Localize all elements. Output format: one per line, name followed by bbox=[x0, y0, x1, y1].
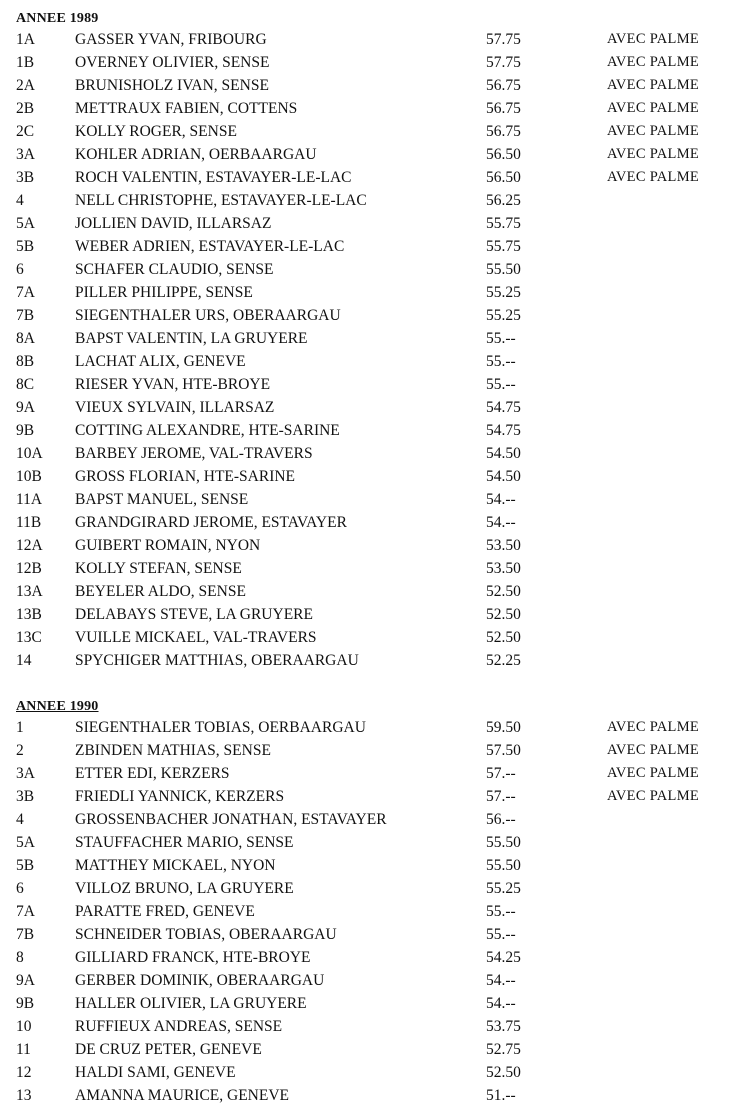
rank-cell: 9A bbox=[16, 399, 35, 416]
competitor-name-cell: SCHNEIDER TOBIAS, OBERAARGAU bbox=[75, 926, 337, 943]
result-row bbox=[16, 511, 752, 534]
award-cell: AVEC PALME bbox=[607, 77, 700, 93]
rank-cell: 7A bbox=[16, 284, 35, 301]
result-row bbox=[16, 992, 752, 1015]
rank-cell: 9A bbox=[16, 972, 35, 989]
competitor-name-cell: ETTER EDI, KERZERS bbox=[75, 765, 230, 782]
result-row bbox=[16, 189, 752, 212]
result-row bbox=[16, 1015, 752, 1038]
competitor-name-cell: ZBINDEN MATHIAS, SENSE bbox=[75, 742, 271, 759]
score-cell: 55.25 bbox=[486, 880, 521, 897]
rank-cell: 7A bbox=[16, 903, 35, 920]
competitor-name-cell: BAPST VALENTIN, LA GRUYERE bbox=[75, 330, 308, 347]
result-row bbox=[16, 258, 752, 281]
competitor-name-cell: DE CRUZ PETER, GENEVE bbox=[75, 1041, 262, 1058]
rank-cell: 8A bbox=[16, 330, 35, 347]
score-cell: 51.-- bbox=[486, 1087, 516, 1104]
score-cell: 55.-- bbox=[486, 903, 516, 920]
result-row bbox=[16, 580, 752, 603]
score-cell: 56.75 bbox=[486, 100, 521, 117]
award-cell: AVEC PALME bbox=[607, 765, 700, 781]
result-row bbox=[16, 854, 752, 877]
score-cell: 57.75 bbox=[486, 54, 521, 71]
result-row bbox=[16, 28, 752, 51]
competitor-name-cell: VIEUX SYLVAIN, ILLARSAZ bbox=[75, 399, 275, 416]
result-row bbox=[16, 143, 752, 166]
score-cell: 52.25 bbox=[486, 652, 521, 669]
award-cell: AVEC PALME bbox=[607, 146, 700, 162]
score-cell: 55.-- bbox=[486, 353, 516, 370]
rank-cell: 1B bbox=[16, 54, 35, 71]
result-row bbox=[16, 442, 752, 465]
rank-cell: 5A bbox=[16, 215, 35, 232]
competitor-name-cell: SIEGENTHALER TOBIAS, OERBAARGAU bbox=[75, 719, 366, 736]
award-cell: AVEC PALME bbox=[607, 788, 700, 804]
competitor-name-cell: HALLER OLIVIER, LA GRUYERE bbox=[75, 995, 307, 1012]
section-1989 bbox=[16, 10, 752, 672]
competitor-name-cell: BAPST MANUEL, SENSE bbox=[75, 491, 249, 508]
competitor-name-cell: AMANNA MAURICE, GENEVE bbox=[75, 1087, 289, 1104]
rank-cell: 13C bbox=[16, 629, 42, 646]
result-row bbox=[16, 649, 752, 672]
result-row bbox=[16, 465, 752, 488]
result-row bbox=[16, 373, 752, 396]
score-cell: 56.75 bbox=[486, 77, 521, 94]
competitor-name-cell: KOLLY ROGER, SENSE bbox=[75, 123, 237, 140]
score-cell: 54.50 bbox=[486, 445, 521, 462]
score-cell: 53.75 bbox=[486, 1018, 521, 1035]
score-cell: 55.75 bbox=[486, 238, 521, 255]
competitor-name-cell: SPYCHIGER MATTHIAS, OBERAARGAU bbox=[75, 652, 359, 669]
rank-cell: 13B bbox=[16, 606, 42, 623]
result-row bbox=[16, 946, 752, 969]
score-cell: 57.50 bbox=[486, 742, 521, 759]
result-row bbox=[16, 808, 752, 831]
competitor-name-cell: SCHAFER CLAUDIO, SENSE bbox=[75, 261, 274, 278]
result-row bbox=[16, 785, 752, 808]
score-cell: 56.25 bbox=[486, 192, 521, 209]
competitor-name-cell: BEYELER ALDO, SENSE bbox=[75, 583, 246, 600]
results-list bbox=[16, 28, 752, 672]
rank-cell: 2B bbox=[16, 100, 35, 117]
result-row bbox=[16, 626, 752, 649]
score-cell: 54.-- bbox=[486, 995, 516, 1012]
score-cell: 55.50 bbox=[486, 857, 521, 874]
result-row bbox=[16, 396, 752, 419]
score-cell: 52.75 bbox=[486, 1041, 521, 1058]
rank-cell: 1 bbox=[16, 719, 24, 736]
competitor-name-cell: GERBER DOMINIK, OBERAARGAU bbox=[75, 972, 325, 989]
score-cell: 59.50 bbox=[486, 719, 521, 736]
result-row bbox=[16, 900, 752, 923]
rank-cell: 8B bbox=[16, 353, 35, 370]
competitor-name-cell: RUFFIEUX ANDREAS, SENSE bbox=[75, 1018, 283, 1035]
score-cell: 52.50 bbox=[486, 629, 521, 646]
competitor-name-cell: BRUNISHOLZ IVAN, SENSE bbox=[75, 77, 269, 94]
competitor-name-cell: NELL CHRISTOPHE, ESTAVAYER-LE-LAC bbox=[75, 192, 367, 209]
rank-cell: 3A bbox=[16, 765, 35, 782]
score-cell: 54.25 bbox=[486, 949, 521, 966]
score-cell: 52.50 bbox=[486, 583, 521, 600]
competitor-name-cell: MATTHEY MICKAEL, NYON bbox=[75, 857, 276, 874]
competitor-name-cell: KOHLER ADRIAN, OERBAARGAU bbox=[75, 146, 317, 163]
rank-cell: 4 bbox=[16, 192, 24, 209]
result-row bbox=[16, 1061, 752, 1084]
rank-cell: 5B bbox=[16, 238, 35, 255]
rank-cell: 2 bbox=[16, 742, 24, 759]
result-row bbox=[16, 97, 752, 120]
competitor-name-cell: GUIBERT ROMAIN, NYON bbox=[75, 537, 261, 554]
score-cell: 53.50 bbox=[486, 537, 521, 554]
rank-cell: 8 bbox=[16, 949, 24, 966]
award-cell: AVEC PALME bbox=[607, 169, 700, 185]
competitor-name-cell: LACHAT ALIX, GENEVE bbox=[75, 353, 246, 370]
competitor-name-cell: GASSER YVAN, FRIBOURG bbox=[75, 31, 267, 48]
rank-cell: 13A bbox=[16, 583, 43, 600]
score-cell: 54.-- bbox=[486, 514, 516, 531]
section-1990 bbox=[16, 698, 752, 1107]
rank-cell: 3A bbox=[16, 146, 35, 163]
score-cell: 54.75 bbox=[486, 422, 521, 439]
competitor-name-cell: KOLLY STEFAN, SENSE bbox=[75, 560, 242, 577]
rank-cell: 4 bbox=[16, 811, 24, 828]
score-cell: 57.-- bbox=[486, 788, 516, 805]
rank-cell: 12 bbox=[16, 1064, 32, 1081]
rank-cell: 6 bbox=[16, 880, 24, 897]
score-cell: 56.75 bbox=[486, 123, 521, 140]
result-row bbox=[16, 327, 752, 350]
score-cell: 55.25 bbox=[486, 284, 521, 301]
rank-cell: 2C bbox=[16, 123, 35, 140]
rank-cell: 8C bbox=[16, 376, 35, 393]
result-row bbox=[16, 603, 752, 626]
competitor-name-cell: GROSSENBACHER JONATHAN, ESTAVAYER bbox=[75, 811, 387, 828]
rank-cell: 2A bbox=[16, 77, 35, 94]
rank-cell: 12B bbox=[16, 560, 42, 577]
score-cell: 54.75 bbox=[486, 399, 521, 416]
competitor-name-cell: OVERNEY OLIVIER, SENSE bbox=[75, 54, 270, 71]
competitor-name-cell: PILLER PHILIPPE, SENSE bbox=[75, 284, 253, 301]
competitor-name-cell: FRIEDLI YANNICK, KERZERS bbox=[75, 788, 285, 805]
rank-cell: 6 bbox=[16, 261, 24, 278]
result-row bbox=[16, 1084, 752, 1107]
competitor-name-cell: HALDI SAMI, GENEVE bbox=[75, 1064, 236, 1081]
award-cell: AVEC PALME bbox=[607, 719, 700, 735]
rank-cell: 10 bbox=[16, 1018, 32, 1035]
award-cell: AVEC PALME bbox=[607, 123, 700, 139]
competitor-name-cell: RIESER YVAN, HTE-BROYE bbox=[75, 376, 271, 393]
result-row bbox=[16, 1038, 752, 1061]
rank-cell: 7B bbox=[16, 926, 35, 943]
competitor-name-cell: GRANDGIRARD JEROME, ESTAVAYER bbox=[75, 514, 347, 531]
competitor-name-cell: GILLIARD FRANCK, HTE-BROYE bbox=[75, 949, 311, 966]
score-cell: 56.-- bbox=[486, 811, 516, 828]
competitor-name-cell: VUILLE MICKAEL, VAL-TRAVERS bbox=[75, 629, 317, 646]
rank-cell: 3B bbox=[16, 169, 35, 186]
result-row bbox=[16, 74, 752, 97]
result-row bbox=[16, 51, 752, 74]
rank-cell: 5A bbox=[16, 834, 35, 851]
rank-cell: 3B bbox=[16, 788, 35, 805]
competitor-name-cell: GROSS FLORIAN, HTE-SARINE bbox=[75, 468, 296, 485]
results-list bbox=[16, 716, 752, 1107]
result-row bbox=[16, 166, 752, 189]
result-row bbox=[16, 831, 752, 854]
score-cell: 57.75 bbox=[486, 31, 521, 48]
rank-cell: 9B bbox=[16, 422, 35, 439]
competitor-name-cell: JOLLIEN DAVID, ILLARSAZ bbox=[75, 215, 272, 232]
result-row bbox=[16, 534, 752, 557]
score-cell: 55.-- bbox=[486, 376, 516, 393]
competitor-name-cell: ROCH VALENTIN, ESTAVAYER-LE-LAC bbox=[75, 169, 352, 186]
rank-cell: 13 bbox=[16, 1087, 32, 1104]
score-cell: 53.50 bbox=[486, 560, 521, 577]
competitor-name-cell: BARBEY JEROME, VAL-TRAVERS bbox=[75, 445, 313, 462]
rank-cell: 11 bbox=[16, 1041, 31, 1058]
competitor-name-cell: WEBER ADRIEN, ESTAVAYER-LE-LAC bbox=[75, 238, 345, 255]
rank-cell: 7B bbox=[16, 307, 35, 324]
score-cell: 55.-- bbox=[486, 926, 516, 943]
result-row bbox=[16, 557, 752, 580]
award-cell: AVEC PALME bbox=[607, 742, 700, 758]
rank-cell: 11A bbox=[16, 491, 43, 508]
score-cell: 56.50 bbox=[486, 146, 521, 163]
result-row bbox=[16, 350, 752, 373]
award-cell: AVEC PALME bbox=[607, 100, 700, 116]
score-cell: 57.-- bbox=[486, 765, 516, 782]
result-row bbox=[16, 739, 752, 762]
result-row bbox=[16, 923, 752, 946]
score-cell: 55.-- bbox=[486, 330, 516, 347]
result-row bbox=[16, 877, 752, 900]
rank-cell: 1A bbox=[16, 31, 35, 48]
score-cell: 55.75 bbox=[486, 215, 521, 232]
result-row bbox=[16, 304, 752, 327]
competitor-name-cell: COTTING ALEXANDRE, HTE-SARINE bbox=[75, 422, 340, 439]
score-cell: 55.50 bbox=[486, 834, 521, 851]
result-row bbox=[16, 281, 752, 304]
competitor-name-cell: VILLOZ BRUNO, LA GRUYERE bbox=[75, 880, 294, 897]
score-cell: 56.50 bbox=[486, 169, 521, 186]
score-cell: 54.-- bbox=[486, 972, 516, 989]
score-cell: 54.-- bbox=[486, 491, 516, 508]
rank-cell: 11B bbox=[16, 514, 42, 531]
score-cell: 55.50 bbox=[486, 261, 521, 278]
rank-cell: 10B bbox=[16, 468, 42, 485]
award-cell: AVEC PALME bbox=[607, 31, 700, 47]
result-row bbox=[16, 235, 752, 258]
score-cell: 52.50 bbox=[486, 606, 521, 623]
result-row bbox=[16, 762, 752, 785]
competitor-name-cell: DELABAYS STEVE, LA GRUYERE bbox=[75, 606, 313, 623]
competitor-name-cell: PARATTE FRED, GENEVE bbox=[75, 903, 255, 920]
result-row bbox=[16, 716, 752, 739]
score-cell: 54.50 bbox=[486, 468, 521, 485]
result-row bbox=[16, 488, 752, 511]
award-cell: AVEC PALME bbox=[607, 54, 700, 70]
rank-cell: 12A bbox=[16, 537, 43, 554]
score-cell: 55.25 bbox=[486, 307, 521, 324]
result-row bbox=[16, 419, 752, 442]
competitor-name-cell: METTRAUX FABIEN, COTTENS bbox=[75, 100, 298, 117]
score-cell: 52.50 bbox=[486, 1064, 521, 1081]
result-row bbox=[16, 969, 752, 992]
rank-cell: 9B bbox=[16, 995, 35, 1012]
rank-cell: 10A bbox=[16, 445, 43, 462]
result-row bbox=[16, 120, 752, 143]
competitor-name-cell: SIEGENTHALER URS, OBERAARGAU bbox=[75, 307, 341, 324]
result-row bbox=[16, 212, 752, 235]
rank-cell: 5B bbox=[16, 857, 35, 874]
competitor-name-cell: STAUFFACHER MARIO, SENSE bbox=[75, 834, 294, 851]
section-heading: ANNEE 1989 bbox=[16, 11, 99, 26]
section-heading: ANNEE 1990 bbox=[16, 699, 99, 714]
rank-cell: 14 bbox=[16, 652, 32, 669]
